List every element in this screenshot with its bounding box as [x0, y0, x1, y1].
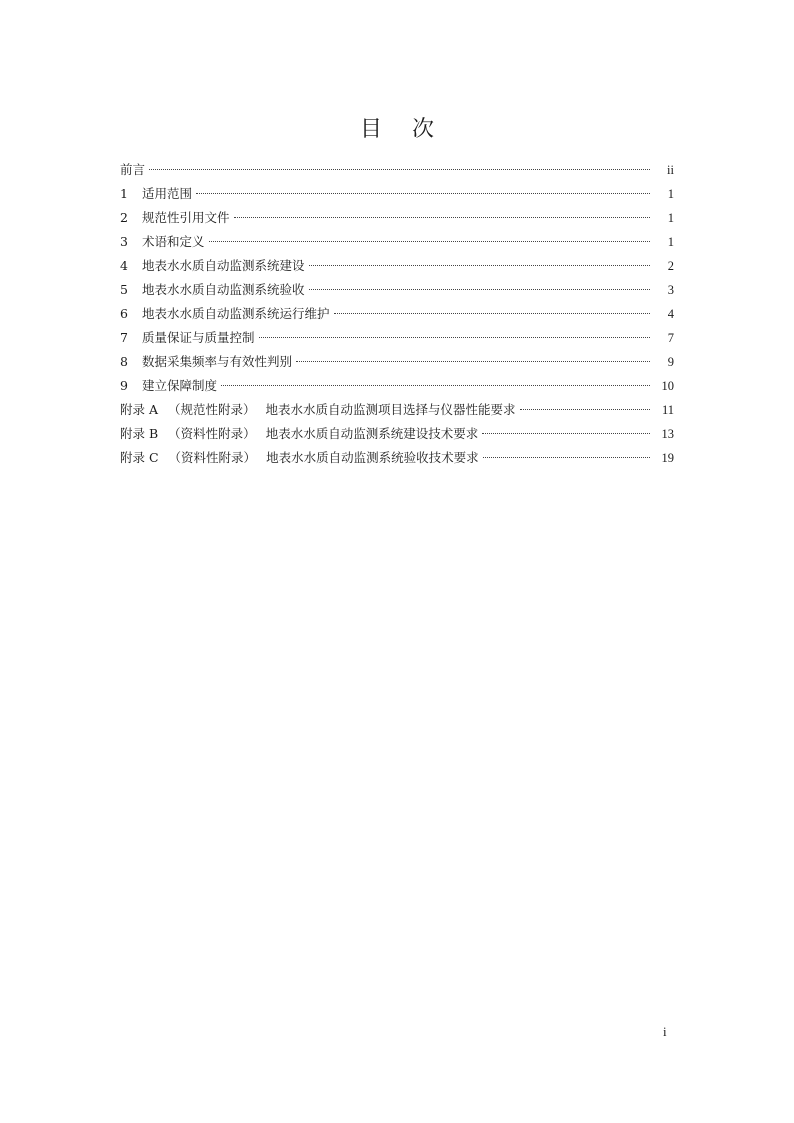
toc-page-number: 4	[667, 307, 674, 321]
toc-row-4[interactable]	[120, 254, 674, 278]
toc-entry-text: 地表水水质自动监测系统验收	[142, 282, 305, 297]
appendix-kind: （资料性附录）	[168, 450, 257, 465]
toc-row-6[interactable]	[120, 302, 674, 326]
toc-leader-dots	[309, 265, 650, 266]
table-of-contents	[120, 158, 674, 470]
toc-page-number: 11	[661, 403, 674, 417]
toc-page-number: 3	[667, 283, 674, 297]
toc-entry-text: 地表水水质自动监测系统验收技术要求	[266, 450, 479, 465]
toc-leader-dots	[334, 313, 650, 314]
toc-page-number: 13	[661, 427, 674, 441]
appendix-label: 附录 C	[120, 450, 159, 465]
toc-entry-text: 前言	[120, 162, 146, 177]
toc-row-appendix-a[interactable]	[120, 398, 674, 422]
toc-row-5[interactable]	[120, 278, 674, 302]
toc-entry-text: 地表水水质自动监测项目选择与仪器性能要求	[265, 402, 516, 417]
toc-leader-dots	[234, 217, 650, 218]
toc-row-8[interactable]	[120, 350, 674, 374]
toc-page-number: 19	[661, 451, 674, 465]
toc-section-number: 6	[120, 306, 128, 321]
toc-leader-dots	[221, 385, 650, 386]
toc-section-number: 7	[120, 330, 128, 345]
toc-section-number: 2	[120, 210, 128, 225]
toc-page-number: ii	[667, 163, 674, 177]
toc-row-appendix-b[interactable]	[120, 422, 674, 446]
toc-leader-dots	[309, 289, 650, 290]
toc-page-number: 2	[667, 259, 674, 273]
toc-entry-text: 地表水水质自动监测系统运行维护	[142, 306, 330, 321]
toc-row-foreword[interactable]	[120, 158, 674, 182]
toc-page-number: 1	[667, 187, 674, 201]
toc-page-number: 1	[667, 235, 674, 249]
page-title	[0, 112, 794, 143]
toc-section-number: 4	[120, 258, 128, 273]
toc-page-number: 10	[661, 379, 674, 393]
toc-entry-text: 建立保障制度	[142, 378, 218, 393]
appendix-kind: （资料性附录）	[168, 426, 256, 441]
appendix-label: 附录 A	[120, 402, 159, 417]
toc-section-number: 5	[120, 282, 128, 297]
toc-row-7[interactable]	[120, 326, 674, 350]
toc-section-number: 3	[120, 234, 128, 249]
appendix-kind: （规范性附录）	[168, 402, 256, 417]
footer-page-number: i	[663, 1024, 667, 1039]
toc-entry-text: 数据采集频率与有效性判别	[142, 354, 293, 369]
toc-entry-text: 适用范围	[142, 186, 193, 201]
toc-leader-dots	[482, 433, 650, 434]
toc-row-appendix-c[interactable]	[120, 446, 674, 470]
toc-section-number: 8	[120, 354, 128, 369]
title-char-2: 次	[412, 117, 435, 142]
toc-leader-dots	[296, 361, 650, 362]
toc-entry-text: 地表水水质自动监测系统建设技术要求	[265, 426, 479, 441]
toc-leader-dots	[209, 241, 650, 242]
appendix-label: 附录 B	[120, 426, 159, 441]
toc-entry-text: 地表水水质自动监测系统建设	[142, 258, 305, 273]
toc-row-2[interactable]	[120, 206, 674, 230]
toc-entry-text: 质量保证与质量控制	[142, 330, 255, 345]
toc-section-number: 9	[120, 378, 128, 393]
toc-leader-dots	[149, 169, 650, 170]
toc-page-number: 7	[667, 331, 674, 345]
toc-entry-text: 术语和定义	[142, 234, 205, 249]
toc-page-number: 1	[667, 211, 674, 225]
toc-row-1[interactable]	[120, 182, 674, 206]
toc-entry-text: 规范性引用文件	[142, 210, 230, 225]
title-char-1: 目	[359, 117, 382, 142]
toc-leader-dots	[520, 409, 650, 410]
toc-leader-dots	[196, 193, 650, 194]
toc-row-9[interactable]	[120, 374, 674, 398]
toc-section-number: 1	[120, 186, 128, 201]
toc-leader-dots	[483, 457, 650, 458]
toc-page-number: 9	[667, 355, 674, 369]
toc-leader-dots	[259, 337, 650, 338]
toc-row-3[interactable]	[120, 230, 674, 254]
